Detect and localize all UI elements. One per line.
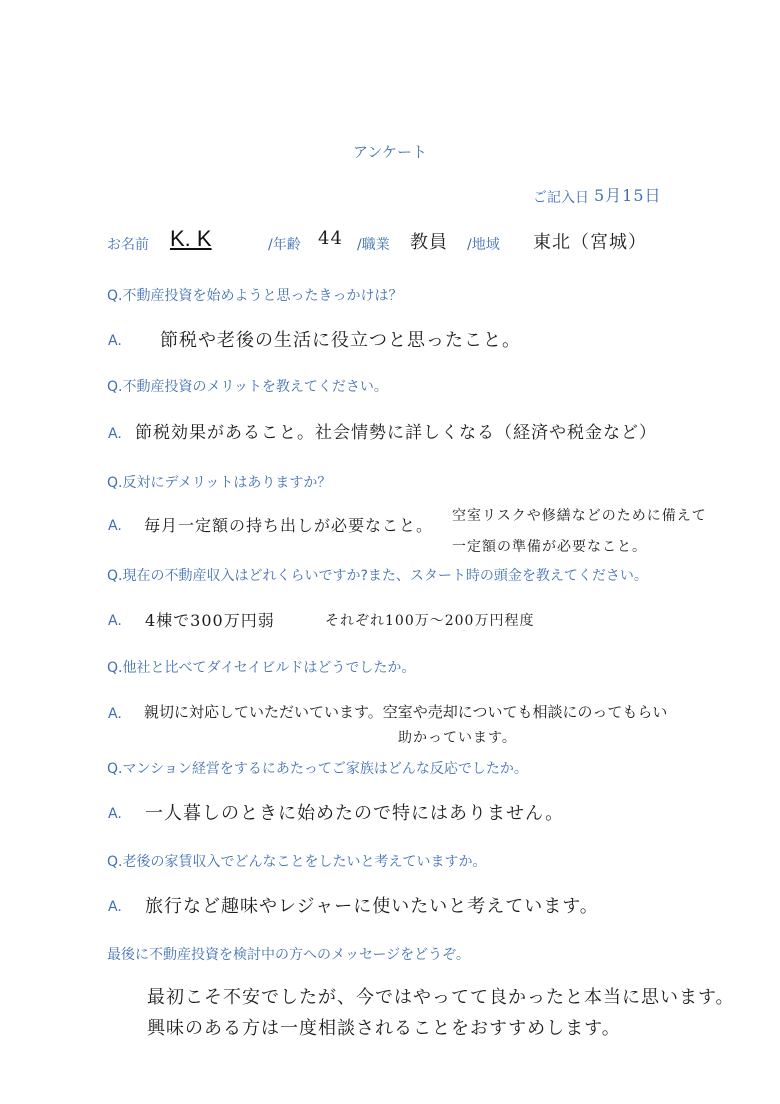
name-label: お名前 [107,237,149,253]
answer-1-line-1: 節税や老後の生活に役立つと思ったこと。 [160,330,521,351]
answer-marker: A. [108,613,122,629]
region-label: /地域 [467,237,500,253]
answer-4-line-1: 4棟で300万円弱 [145,611,275,630]
answer-3-line-3: 一定額の準備が必要なこと。 [452,539,647,555]
age-value: 44 [318,228,343,249]
question-2: Q.不動産投資のメリットを教えてください。 [107,379,388,395]
job-label: /職業 [357,237,390,253]
closing-line-2: 興味のある方は一度相談されることをおすすめします。 [147,1018,621,1039]
question-1: Q.不動産投資を始めようと思ったきっかけは？ [107,288,403,304]
answer-2-line-1: 節税効果があること。社会情勢に詳しくなる（経済や税金など） [135,423,657,443]
survey-title: アンケート [352,143,428,161]
region-value: 東北（宮城） [533,232,647,253]
date-value: 5月15日 [594,186,662,205]
question-5: Q.他社と比べてダイセイビルドはどうでしたか。 [107,660,416,676]
answer-4-line-2: それぞれ100万～200万円程度 [325,613,535,629]
answer-marker: A. [108,426,122,442]
answer-marker: A. [108,333,122,349]
answer-marker: A. [108,806,122,822]
answer-marker: A. [108,706,122,722]
answer-marker: A. [108,899,122,915]
closing-question: 最後に不動産投資を検討中の方へのメッセージをどうぞ。 [107,947,470,963]
closing-line-1: 最初こそ不安でしたが、今ではやってて良かったと本当に思います。 [147,987,735,1008]
answer-5-line-2: 助かっています。 [398,730,517,746]
answer-marker: A. [108,518,122,534]
answer-3-line-1: 毎月一定額の持ち出しが必要なこと。 [144,516,434,535]
question-6: Q.マンション経営をするにあたってご家族はどんな反応でしたか。 [107,761,528,777]
job-value: 教員 [410,232,448,253]
answer-7-line-1: 旅行など趣味やレジャーに使いたいと考えています。 [145,896,599,917]
age-label: /年齢 [268,237,301,253]
question-3: Q.反対にデメリットはありますか？ [107,475,332,491]
date-label: ご記入日 [533,190,589,206]
name-value: K. K [170,226,212,251]
question-7: Q.老後の家賃収入でどんなことをしたいと考えていますか。 [107,854,487,870]
answer-6-line-1: 一人暮しのときに始めたので特にはありません。 [145,803,565,824]
answer-5-line-1: 親切に対応していただいています。空室や売却についても相談にのってもらい [144,703,668,721]
answer-3-line-2: 空室リスクや修繕などのために備えて [452,508,707,524]
question-4: Q.現在の不動産収入はどれくらいですか?また、スタート時の頭金を教えてください。 [107,568,648,584]
